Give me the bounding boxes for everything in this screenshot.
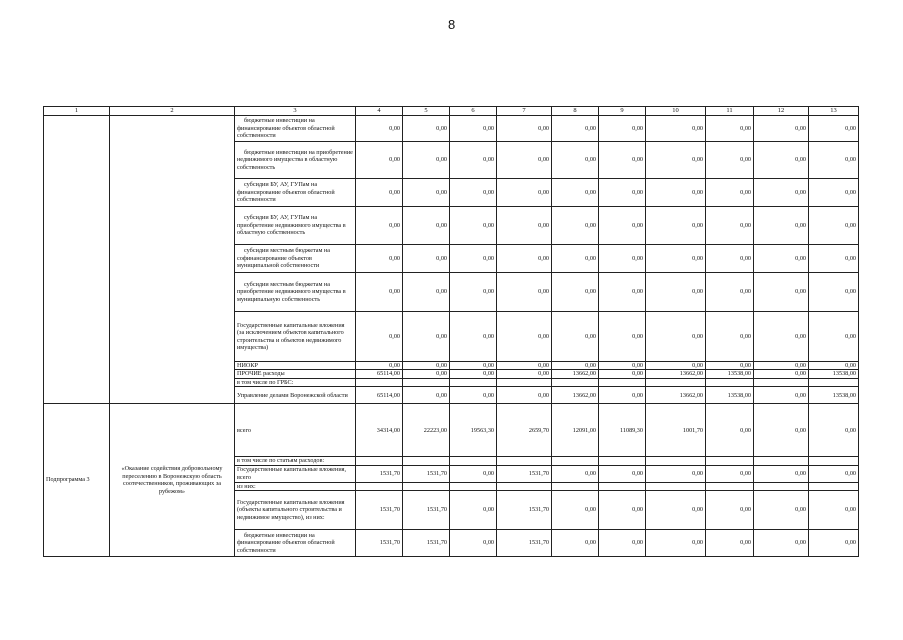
value-cell: 0,00 bbox=[450, 179, 497, 207]
value-cell: 0,00 bbox=[403, 312, 450, 362]
row-description: Управление делами Воронежской области bbox=[235, 387, 356, 404]
value-cell: 0,00 bbox=[646, 142, 706, 179]
value-cell: 13538,00 bbox=[809, 370, 859, 378]
value-cell: 0,00 bbox=[599, 370, 646, 378]
row-description: в том числе по статьям расходов: bbox=[235, 457, 356, 465]
value-cell: 0,00 bbox=[497, 207, 552, 245]
value-cell: 13662,00 bbox=[646, 370, 706, 378]
row-description: всего bbox=[235, 404, 356, 457]
row-description: бюджетные инвестиции на финансирование объектов областной собственности bbox=[235, 530, 356, 557]
row-description: субсидии местным бюджетам на софинансирование объектов муниципальной собственности bbox=[235, 245, 356, 273]
value-cell: 0,00 bbox=[497, 312, 552, 362]
value-cell: 0,00 bbox=[646, 179, 706, 207]
value-cell: 0,00 bbox=[706, 312, 754, 362]
value-cell: 0,00 bbox=[497, 245, 552, 273]
value-cell: 0,00 bbox=[599, 245, 646, 273]
value-cell: 0,00 bbox=[599, 142, 646, 179]
value-cell: 0,00 bbox=[450, 491, 497, 530]
value-cell: 0,00 bbox=[450, 465, 497, 482]
value-cell: 0,00 bbox=[754, 362, 809, 370]
value-cell: 0,00 bbox=[497, 179, 552, 207]
value-cell: 0,00 bbox=[646, 116, 706, 142]
value-cell: 0,00 bbox=[599, 362, 646, 370]
row-description: бюджетные инвестиции на финансирование объектов областной собственности bbox=[235, 116, 356, 142]
value-cell bbox=[599, 457, 646, 465]
row-description: в том числе по ГРБС: bbox=[235, 378, 356, 386]
value-cell bbox=[552, 457, 599, 465]
value-cell: 0,00 bbox=[809, 491, 859, 530]
value-cell: 0,00 bbox=[646, 362, 706, 370]
row-description: Государственные капитальные вложения (объекты капитального строительства и недвижимое имущество), из них: bbox=[235, 491, 356, 530]
value-cell: 0,00 bbox=[403, 245, 450, 273]
value-cell: 0,00 bbox=[754, 530, 809, 557]
value-cell: 0,00 bbox=[552, 179, 599, 207]
value-cell: 1531,70 bbox=[497, 465, 552, 482]
value-cell: 0,00 bbox=[599, 312, 646, 362]
value-cell: 13662,00 bbox=[552, 387, 599, 404]
value-cell: 0,00 bbox=[450, 245, 497, 273]
value-cell: 65114,00 bbox=[356, 387, 403, 404]
value-cell: 0,00 bbox=[646, 312, 706, 362]
row-description: субсидии БУ, АУ, ГУПам на приобретение недвижимого имущества в областную собственность bbox=[235, 207, 356, 245]
value-cell bbox=[754, 482, 809, 490]
value-cell bbox=[497, 378, 552, 386]
table-row bbox=[44, 404, 859, 457]
value-cell: 0,00 bbox=[754, 273, 809, 312]
value-cell: 0,00 bbox=[552, 530, 599, 557]
value-cell bbox=[754, 378, 809, 386]
value-cell: 0,00 bbox=[809, 362, 859, 370]
value-cell: 0,00 bbox=[552, 362, 599, 370]
value-cell: 0,00 bbox=[497, 362, 552, 370]
value-cell bbox=[706, 482, 754, 490]
value-cell: 2659,70 bbox=[497, 404, 552, 457]
value-cell bbox=[356, 457, 403, 465]
value-cell: 0,00 bbox=[754, 142, 809, 179]
row-description: НИОКР bbox=[235, 362, 356, 370]
value-cell: 1531,70 bbox=[403, 530, 450, 557]
value-cell bbox=[403, 457, 450, 465]
value-cell: 0,00 bbox=[356, 116, 403, 142]
value-cell: 1531,70 bbox=[497, 530, 552, 557]
value-cell: 0,00 bbox=[450, 362, 497, 370]
value-cell: 1531,70 bbox=[403, 465, 450, 482]
column-header: 4 bbox=[356, 107, 403, 116]
value-cell: 22223,00 bbox=[403, 404, 450, 457]
value-cell bbox=[450, 482, 497, 490]
value-cell bbox=[706, 378, 754, 386]
row-name-cell bbox=[110, 116, 235, 404]
value-cell: 0,00 bbox=[497, 273, 552, 312]
value-cell: 0,00 bbox=[450, 370, 497, 378]
value-cell: 0,00 bbox=[809, 273, 859, 312]
column-header: 8 bbox=[552, 107, 599, 116]
value-cell: 0,00 bbox=[646, 530, 706, 557]
value-cell bbox=[356, 482, 403, 490]
value-cell: 0,00 bbox=[599, 179, 646, 207]
value-cell: 0,00 bbox=[754, 116, 809, 142]
value-cell: 0,00 bbox=[646, 491, 706, 530]
value-cell: 0,00 bbox=[706, 465, 754, 482]
value-cell: 0,00 bbox=[809, 207, 859, 245]
subprogram-code: Подпрограмма 3 bbox=[44, 404, 110, 557]
value-cell: 0,00 bbox=[450, 142, 497, 179]
value-cell: 0,00 bbox=[754, 491, 809, 530]
value-cell: 0,00 bbox=[552, 273, 599, 312]
value-cell: 0,00 bbox=[599, 207, 646, 245]
value-cell: 1531,70 bbox=[497, 491, 552, 530]
value-cell: 0,00 bbox=[403, 179, 450, 207]
value-cell: 13662,00 bbox=[646, 387, 706, 404]
value-cell bbox=[403, 482, 450, 490]
value-cell: 0,00 bbox=[706, 116, 754, 142]
value-cell: 0,00 bbox=[403, 362, 450, 370]
value-cell: 0,00 bbox=[356, 362, 403, 370]
value-cell: 0,00 bbox=[809, 530, 859, 557]
value-cell bbox=[450, 457, 497, 465]
value-cell: 0,00 bbox=[403, 387, 450, 404]
value-cell: 0,00 bbox=[599, 387, 646, 404]
value-cell: 0,00 bbox=[599, 116, 646, 142]
value-cell bbox=[356, 378, 403, 386]
value-cell: 0,00 bbox=[599, 273, 646, 312]
value-cell: 0,00 bbox=[706, 245, 754, 273]
value-cell: 1531,70 bbox=[356, 530, 403, 557]
column-header: 5 bbox=[403, 107, 450, 116]
value-cell: 0,00 bbox=[706, 142, 754, 179]
value-cell: 0,00 bbox=[450, 530, 497, 557]
value-cell: 0,00 bbox=[552, 245, 599, 273]
value-cell: 0,00 bbox=[754, 245, 809, 273]
value-cell: 0,00 bbox=[646, 465, 706, 482]
value-cell: 1531,70 bbox=[356, 465, 403, 482]
value-cell: 0,00 bbox=[403, 142, 450, 179]
value-cell bbox=[646, 457, 706, 465]
row-description: Государственные капитальные вложения (за исключением объектов капитального строительства и объектов недвижимого имущества) bbox=[235, 312, 356, 362]
value-cell bbox=[497, 457, 552, 465]
value-cell: 0,00 bbox=[809, 179, 859, 207]
value-cell: 0,00 bbox=[754, 312, 809, 362]
value-cell bbox=[706, 457, 754, 465]
value-cell: 0,00 bbox=[450, 312, 497, 362]
header-row bbox=[44, 107, 859, 116]
column-header: 10 bbox=[646, 107, 706, 116]
value-cell: 0,00 bbox=[706, 273, 754, 312]
row-description: ПРОЧИЕ расходы bbox=[235, 370, 356, 378]
value-cell: 0,00 bbox=[356, 273, 403, 312]
value-cell: 0,00 bbox=[552, 312, 599, 362]
value-cell: 0,00 bbox=[706, 404, 754, 457]
subprogram-name: «Оказание содействия добровольному переселению в Воронежскую область соотечественников, проживающих за рубежом» bbox=[110, 404, 235, 557]
value-cell: 13538,00 bbox=[809, 387, 859, 404]
value-cell: 19563,30 bbox=[450, 404, 497, 457]
value-cell: 0,00 bbox=[754, 465, 809, 482]
value-cell bbox=[599, 378, 646, 386]
value-cell: 1531,70 bbox=[356, 491, 403, 530]
column-header: 2 bbox=[110, 107, 235, 116]
value-cell: 0,00 bbox=[497, 116, 552, 142]
value-cell: 1001,70 bbox=[646, 404, 706, 457]
value-cell: 0,00 bbox=[809, 142, 859, 179]
value-cell: 11089,30 bbox=[599, 404, 646, 457]
value-cell: 0,00 bbox=[646, 207, 706, 245]
value-cell: 0,00 bbox=[403, 370, 450, 378]
value-cell: 0,00 bbox=[809, 465, 859, 482]
value-cell: 0,00 bbox=[706, 491, 754, 530]
value-cell: 0,00 bbox=[356, 245, 403, 273]
value-cell bbox=[403, 378, 450, 386]
value-cell bbox=[552, 482, 599, 490]
value-cell: 0,00 bbox=[552, 116, 599, 142]
value-cell: 12091,00 bbox=[552, 404, 599, 457]
value-cell: 65114,00 bbox=[356, 370, 403, 378]
row-code-cell bbox=[44, 116, 110, 404]
column-header: 7 bbox=[497, 107, 552, 116]
value-cell: 0,00 bbox=[356, 142, 403, 179]
value-cell: 0,00 bbox=[497, 370, 552, 378]
row-description: Государственные капитальные вложения, всего bbox=[235, 465, 356, 482]
value-cell: 0,00 bbox=[356, 312, 403, 362]
value-cell: 0,00 bbox=[403, 207, 450, 245]
value-cell: 0,00 bbox=[809, 312, 859, 362]
value-cell bbox=[552, 378, 599, 386]
value-cell bbox=[450, 378, 497, 386]
value-cell: 13662,00 bbox=[552, 370, 599, 378]
value-cell: 0,00 bbox=[497, 387, 552, 404]
value-cell: 0,00 bbox=[497, 142, 552, 179]
value-cell: 0,00 bbox=[706, 207, 754, 245]
value-cell: 0,00 bbox=[403, 116, 450, 142]
column-header: 6 bbox=[450, 107, 497, 116]
value-cell bbox=[809, 482, 859, 490]
value-cell bbox=[646, 482, 706, 490]
value-cell: 0,00 bbox=[599, 530, 646, 557]
value-cell: 0,00 bbox=[706, 530, 754, 557]
budget-table bbox=[43, 106, 859, 557]
value-cell: 0,00 bbox=[646, 245, 706, 273]
value-cell: 0,00 bbox=[754, 387, 809, 404]
value-cell: 0,00 bbox=[552, 207, 599, 245]
row-description: из них: bbox=[235, 482, 356, 490]
value-cell: 0,00 bbox=[599, 465, 646, 482]
value-cell: 0,00 bbox=[809, 245, 859, 273]
value-cell bbox=[599, 482, 646, 490]
value-cell: 1531,70 bbox=[403, 491, 450, 530]
column-header: 1 bbox=[44, 107, 110, 116]
value-cell: 0,00 bbox=[809, 404, 859, 457]
value-cell: 0,00 bbox=[754, 207, 809, 245]
value-cell: 34314,00 bbox=[356, 404, 403, 457]
value-cell bbox=[754, 457, 809, 465]
value-cell: 0,00 bbox=[356, 207, 403, 245]
value-cell: 0,00 bbox=[356, 179, 403, 207]
column-header: 12 bbox=[754, 107, 809, 116]
column-header: 3 bbox=[235, 107, 356, 116]
value-cell bbox=[646, 378, 706, 386]
page-number: 8 bbox=[448, 17, 456, 32]
row-description: субсидии местным бюджетам на приобретение недвижимого имущества в муниципальную собственность bbox=[235, 273, 356, 312]
value-cell bbox=[497, 482, 552, 490]
value-cell: 0,00 bbox=[706, 179, 754, 207]
value-cell: 0,00 bbox=[809, 116, 859, 142]
value-cell: 0,00 bbox=[754, 179, 809, 207]
value-cell: 0,00 bbox=[552, 491, 599, 530]
value-cell: 0,00 bbox=[754, 404, 809, 457]
column-header: 11 bbox=[706, 107, 754, 116]
value-cell: 0,00 bbox=[646, 273, 706, 312]
value-cell: 0,00 bbox=[599, 491, 646, 530]
value-cell: 0,00 bbox=[450, 116, 497, 142]
value-cell: 0,00 bbox=[403, 273, 450, 312]
value-cell: 13538,00 bbox=[706, 370, 754, 378]
table-row bbox=[44, 116, 859, 142]
row-description: бюджетные инвестиции на приобретение недвижимого имущества в областную собственность bbox=[235, 142, 356, 179]
row-description: субсидии БУ, АУ, ГУПам на финансирование объектов областной собственности bbox=[235, 179, 356, 207]
value-cell: 0,00 bbox=[754, 370, 809, 378]
column-header: 13 bbox=[809, 107, 859, 116]
value-cell bbox=[809, 457, 859, 465]
value-cell bbox=[809, 378, 859, 386]
value-cell: 0,00 bbox=[450, 387, 497, 404]
value-cell: 0,00 bbox=[450, 273, 497, 312]
value-cell: 13538,00 bbox=[706, 387, 754, 404]
value-cell: 0,00 bbox=[552, 142, 599, 179]
value-cell: 0,00 bbox=[552, 465, 599, 482]
value-cell: 0,00 bbox=[450, 207, 497, 245]
value-cell: 0,00 bbox=[706, 362, 754, 370]
column-header: 9 bbox=[599, 107, 646, 116]
